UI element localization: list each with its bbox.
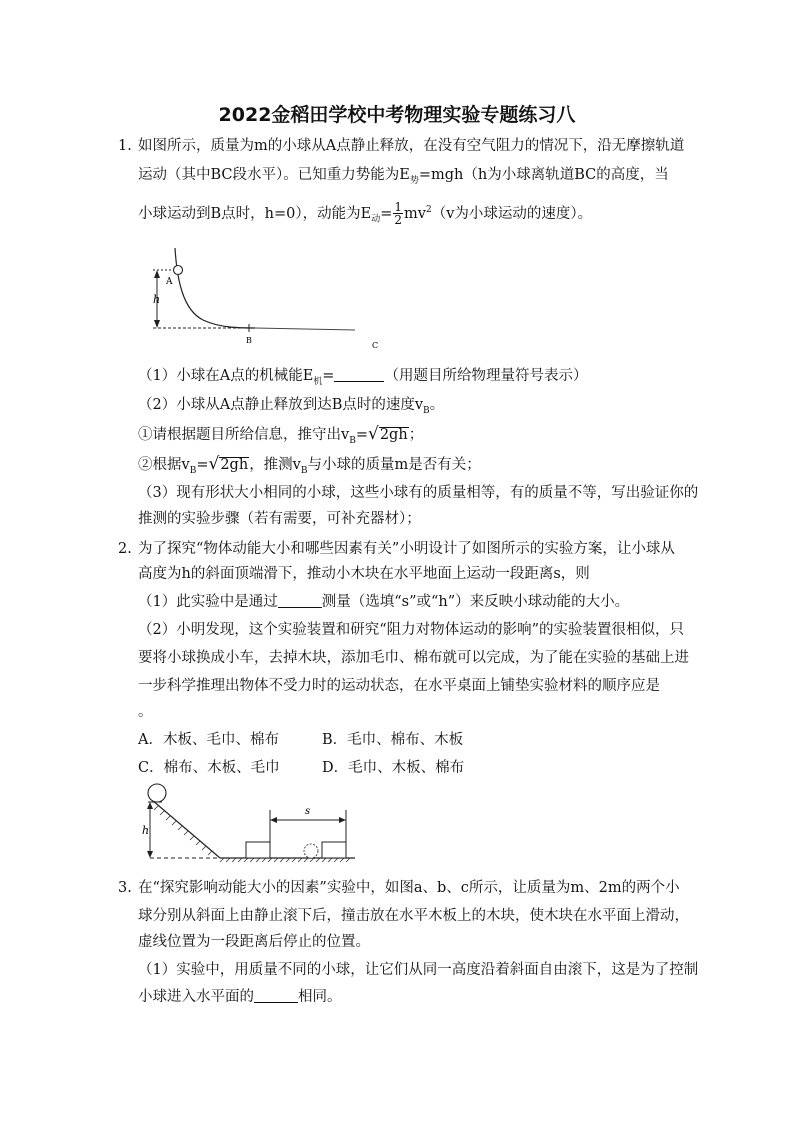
q2-option-c[interactable]: C．棉布、木板、毛巾 (138, 760, 280, 776)
q2-number: 2. (118, 541, 132, 557)
q1-track-figure (145, 240, 395, 355)
height-arrow-down (154, 320, 160, 328)
q3-part-1-line-1: （1）实验中，用质量不同的小球，让它们从同一高度沿着斜面自由滚下，这是为了控制 (138, 962, 699, 978)
answer-blank-speed[interactable] (254, 988, 298, 1003)
q2-incline-figure (140, 780, 370, 865)
answer-blank-measure[interactable] (278, 593, 322, 608)
ball-at-a (174, 266, 183, 275)
q1-part-2-item-1: ①请根据题目所给信息，推守出$v_B=√2gh$； (138, 424, 424, 446)
sqrt-icon: √ (367, 424, 379, 444)
q3-line-2: 球分别从斜面上由静止滚下后，撞击放在水平木板上的木块，使木块在水平面上滑动， (138, 908, 689, 924)
q2-part-2-line-3: 一步科学推理出物体不受力时的运动状态，在水平桌面上铺垫实验材料的顺序应是 (138, 678, 660, 694)
q1-part-2: （2）小球从A点静止释放到达B点时的速度$v_B$。 (138, 397, 445, 416)
q1-part-3-line-2: 推测的实验步骤（若有需要，可补充器材）； (138, 511, 421, 527)
ball-top (148, 784, 166, 802)
label-s: s (305, 806, 311, 817)
track-horizontal (255, 328, 355, 330)
page-title: 2022金稻田学校中考物理实验专题练习八 (218, 104, 576, 126)
q3-line-1: 3. 在“探究影响动能大小的因素”实验中，如图a、b、c所示，让质量为m、2m的两个小 (118, 880, 680, 896)
wood-block-end (322, 842, 346, 858)
s-arrow-left (270, 817, 277, 823)
q1-part-2-item-2: ②根据$v_B=√2gh$，推测$v_B$与小球的质量m是否有关； (138, 454, 481, 476)
q3-part-1-line-2: 小球进入水平面的 相同。 (138, 989, 342, 1005)
q1-part-1: （1）小球在A点的机械能$E_机=$ （用题目所给物理量符号表示） (138, 368, 588, 387)
q1-line-3: 小球运动到B点时，h=0），动能为$E_动=$ $\frac{1}{2}$ $mv^2(v$为小球运动的速度）。 (138, 200, 593, 228)
q2-line-2: 高度为h的斜面顶端滑下，推动小木块在水平地面上运动一段距离s，则 (138, 566, 590, 582)
wood-block-start (246, 842, 270, 858)
s-arrow-right (339, 817, 346, 823)
q3-line-3: 虚线位置为一段距离后停止的位置。 (138, 934, 370, 950)
q2-part-1: （1）此实验中是通过 测量（选填“s”或“h”）来反映小球动能的大小。 (138, 594, 630, 610)
label-b: B (246, 336, 252, 345)
q2-part-2-line-1: （2）小明发现，这个实验装置和研究“阻力对物体运动的影响”的实验装置很相似，只 (138, 622, 685, 638)
incline-hatching (154, 806, 212, 855)
height-arrow-up (154, 270, 160, 278)
q1-part-3-line-1: （3）现有形状大小相同的小球，这些小球有的质量相等，有的质量不等，写出验证你的 (138, 485, 699, 501)
q2-line-1: 2. 为了探究“物体动能大小和哪些因素有关”小明设计了如图所示的实验方案，让小球从 (118, 541, 675, 557)
q3-number: 3. (118, 880, 132, 896)
height-arrow-up (147, 802, 153, 809)
q2-option-a[interactable]: A．木板、毛巾、棉布 (138, 732, 279, 748)
q2-part-2-line-2: 要将小球换成小车，去掉木块，添加毛巾、棉布就可以完成，为了能在实验的基础上进 (138, 650, 689, 666)
q1-line-2: 运动（其中BC段水平）。已知重力势能为$E_势=mgh(h$为小球离轨道BC的高度，当 (138, 167, 669, 186)
q2-option-d[interactable]: D．毛巾、木板、棉布 (322, 760, 465, 776)
incline-surface (152, 800, 220, 858)
label-c: C (372, 341, 379, 350)
label-a: A (166, 277, 173, 287)
track-curve (175, 248, 255, 328)
sqrt-icon: √ (208, 454, 220, 474)
q1-number: 1. (118, 138, 132, 154)
answer-blank-mechanical-energy[interactable] (334, 367, 384, 382)
fraction-one-half: $\frac{1}{2}$ (394, 200, 403, 228)
ball-bottom (304, 844, 318, 858)
label-h: h (142, 824, 150, 837)
height-arrow-down (147, 851, 153, 858)
q2-option-b[interactable]: B．毛巾、棉布、木板 (322, 732, 464, 748)
label-h: h (153, 293, 161, 306)
q1-line-1: 1. 如图所示，质量为m的小球从A点静止释放，在没有空气阻力的情况下，沿无摩擦轨道 (118, 138, 685, 154)
q2-part-2-line-4: 。 (138, 704, 153, 720)
